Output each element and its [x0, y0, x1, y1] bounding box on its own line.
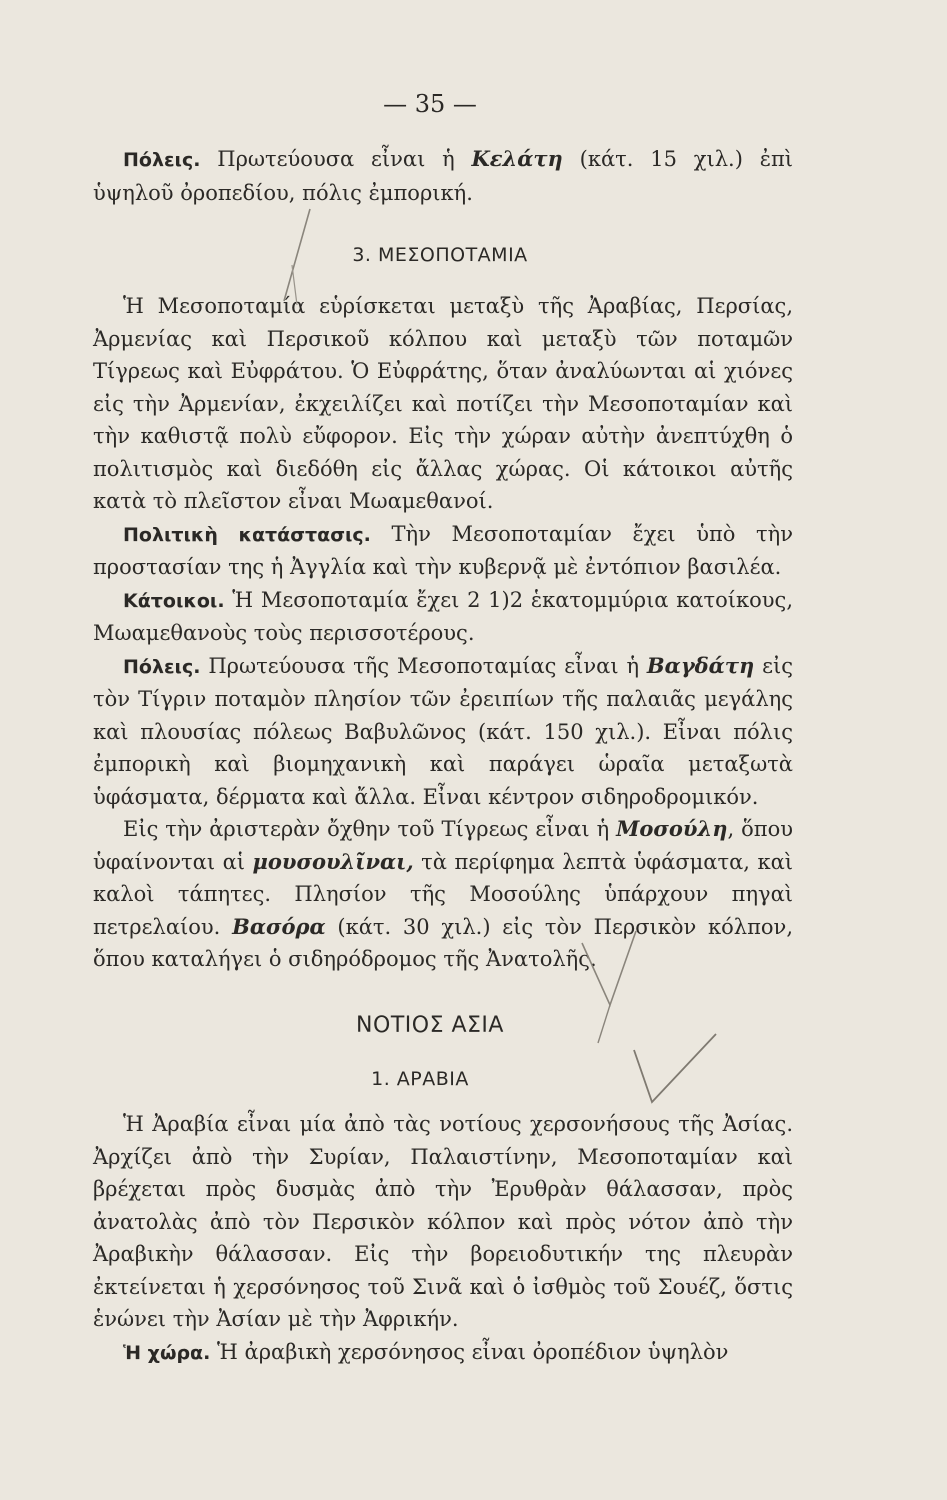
city-baghdad: Βαγδάτη [646, 652, 755, 678]
city-mosul: Μοσούλη [616, 816, 728, 841]
cities-text-2: εἰς τὸν Τίγριν ποταμὸν πλησίον τῶν ἐρειπίων τῆς παλαιᾶς μεγάλης καὶ πλουσίας πόλεως Βαβυλῶνος (κάτ. 150 χιλ.). Εἶναι πόλις ἐμπορικὴ καὶ βιομηχανικὴ καὶ παράγει ὡραῖα μεταξωτὰ ὑφάσματα, δέρματα καὶ ἄλλα. Εἶναι κέντρον σιδηροδρομικόν. [93, 653, 793, 809]
country-label: Ἡ χώρα. [123, 1341, 211, 1364]
city-basra: Βασόρα [232, 913, 326, 939]
city-kelati: Κελάτη [471, 146, 563, 171]
cities-label-meso: Πόλεις. [123, 655, 201, 678]
mosul-paragraph [93, 813, 793, 976]
intro-paragraph [93, 143, 793, 209]
politics-label: Πολιτικὴ κατάστασις. [123, 523, 371, 546]
cities-text-1: Πρωτεύουσα τῆς Μεσοποταμίας εἶναι ἡ [200, 653, 647, 678]
intro-paragraph-block [93, 143, 793, 209]
country-text: Ἡ ἀραβικὴ χερσόνησος εἶναι ὀροπέδιον ὑψηλὸν [210, 1339, 729, 1364]
page-number: — 35 — [383, 90, 477, 118]
inhabitants-label: Κάτοικοι. [123, 589, 225, 612]
politics-paragraph [93, 518, 793, 584]
politics-text: Τὴν Μεσοποταμίαν ἔχει ὑπὸ τὴν προστασίαν της ἡ Ἀγγλία καὶ τὴν κυβερνᾷ μὲ ἐντόπιον βασιλέα. [93, 521, 793, 579]
cities-label: Πόλεις. [123, 149, 201, 171]
term-muslins: μουσουλῖναι, [252, 848, 414, 874]
section-heading-mesopotamia: 3. ΜΕΣΟΠΟΤΑΜΙΑ [352, 244, 528, 266]
section-heading-arabia: 1. ΑΡΑΒΙΑ [371, 1068, 469, 1090]
mosul-text-3: τὰ περίφημα λεπτὰ ὑφάσματα, καὶ καλοὶ τάπητες. Πλησίον τῆς Μοσούλης ὑπάρχουν πηγαὶ πετρελαίου. [93, 849, 794, 939]
country-paragraph [93, 1336, 793, 1370]
inhabitants-paragraph [93, 584, 793, 650]
section-heading-south-asia: ΝΟΤΙΟΣ ΑΣΙΑ [356, 1013, 504, 1038]
inhabitants-text: Ἡ Μεσοποταμία ἔχει 2 1)2 ἑκατομμύρια κατοίκους, Μωαμεθανοὺς τοὺς περισσοτέρους. [93, 587, 793, 645]
mosul-text-2: , ὅπου ὑφαίνονται αἱ [93, 817, 793, 874]
mosul-text-4: (κάτ. 30 χιλ.) εἰς τὸν Περσικὸν κόλπον, ὅπου καταλήγει ὁ σιδηρόδρομος τῆς Ἀνατολῆς. [93, 914, 794, 971]
intro-text-1: Πρωτεύουσα εἶναι ἡ [200, 147, 472, 171]
arabia-section [93, 1108, 793, 1369]
cities-paragraph [93, 650, 793, 814]
mesopotamia-paragraph-1: Ἡ Μεσοποταμία εὑρίσκεται μεταξὺ τῆς Ἀραβίας, Περσίας, Ἀρμενίας καὶ Περσικοῦ κόλπου καὶ μεταξὺ τῶν ποταμῶν Τίγρεως καὶ Εὐφράτου. Ὁ Εὐφράτης, ὅταν ἀναλύωνται αἱ χιόνες εἰς τὴν Ἀρμενίαν, ἐκχειλίζει καὶ ποτίζει τὴν Μεσοποταμίαν καὶ τὴν καθιστᾷ πολὺ εὔφορον. Εἰς τὴν χώραν αὐτὴν ἀνεπτύχθη ὁ πολιτισμὸς καὶ διεδόθη εἰς ἄλλας χώρας. Οἱ κάτοικοι αὐτῆς κατὰ τὸ πλεῖστον εἶναι Μωαμεθανοί. [93, 294, 793, 513]
mosul-text-1: Εἰς τὴν ἀριστερὰν ὄχθην τοῦ Τίγρεως εἶναι ἡ [123, 817, 617, 841]
mesopotamia-section [93, 290, 793, 976]
arabia-paragraph-1: Ἡ Ἀραβία εἶναι μία ἀπὸ τὰς νοτίους χερσονήσους τῆς Ἀσίας. Ἀρχίζει ἀπὸ τὴν Συρίαν, Παλαιστίνην, Μεσοποταμίαν καὶ βρέχεται πρὸς δυσμὰς ἀπὸ τὴν Ἐρυθρὰν θάλασσαν, πρὸς ἀνατολὰς ἀπὸ τὸν Περσικὸν κόλπον καὶ πρὸς νότον ἀπὸ τὴν Ἀραβικὴν θάλασσαν. Εἰς τὴν βορειοδυτικήν της πλευρὰν ἐκτείνεται ἡ χερσόνησος τοῦ Σινᾶ καὶ ὁ ἰσθμὸς τοῦ Σουέζ, ὅστις ἑνώνει τὴν Ἀσίαν μὲ τὴν Ἀφρικήν. [93, 1112, 793, 1331]
intro-text-2: (κάτ. 15 χιλ.) ἐπὶ ὑψηλοῦ ὀροπεδίου, πόλις ἐμπορική. [93, 147, 793, 205]
